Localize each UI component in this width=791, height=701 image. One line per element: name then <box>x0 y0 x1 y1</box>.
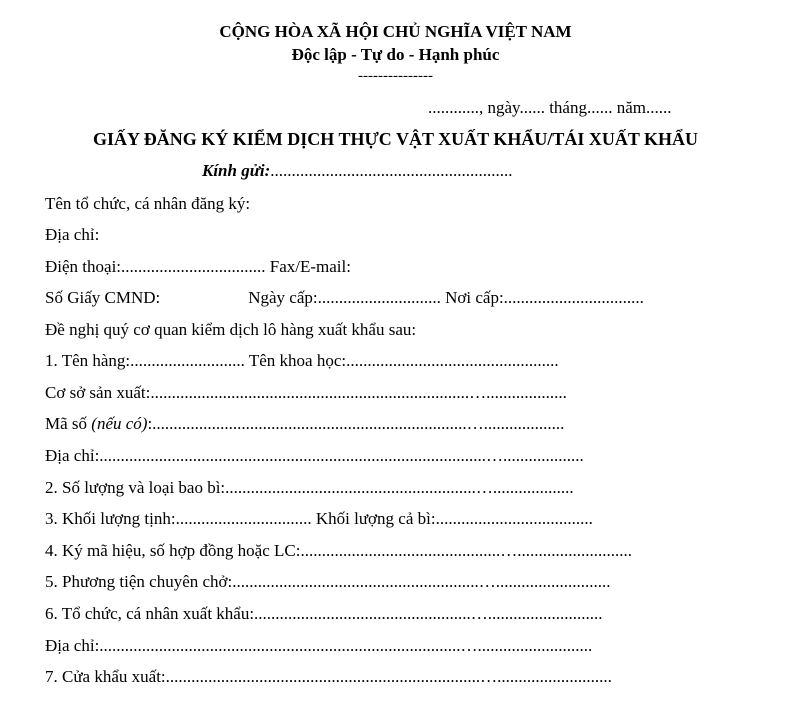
code-row <box>45 414 564 434</box>
id-card-row <box>45 288 644 308</box>
document-title: GIẤY ĐĂNG KÝ KIỂM DỊCH THỰC VẬT XUẤT KHẨU/TÁI XUẤT KHẨU <box>92 129 699 149</box>
recipient-label: Kính gửi: <box>202 161 271 180</box>
code-dots: :..........................................................................…................... <box>147 414 565 433</box>
org-name-field: Tên tổ chức, cá nhân đăng ký: <box>45 194 251 213</box>
issue-place-field: Nơi cấp:................................. <box>445 288 644 307</box>
item1-name-field: 1. Tên hàng:........................... <box>45 351 245 370</box>
recipient-dots: ......................................................... <box>270 161 513 180</box>
code-prefix: Mã số <box>45 414 92 433</box>
address3-field: Địa chỉ:.....................................................................................…........................... <box>45 636 593 655</box>
motto-heading: Độc lập - Tự do - Hạnh phúc <box>291 45 500 64</box>
code-note: (nếu có) <box>91 414 148 433</box>
recipient-line <box>202 161 513 181</box>
id-card-field: Số Giấy CMND: <box>45 288 161 307</box>
item5-field: 5. Phương tiện chuyên chở:..........................................................…........................... <box>45 572 611 591</box>
item3-gross-field: Khối lượng cả bì:..................................... <box>315 509 593 528</box>
item2-field: 2. Số lượng và loại bao bì:...........................................................…................... <box>45 478 574 497</box>
address2-field: Địa chỉ:...........................................................................................…................... <box>45 446 584 465</box>
fax-field: Fax/E-mail: <box>269 257 351 276</box>
address-field: Địa chỉ: <box>45 225 100 244</box>
item3-row <box>45 509 593 529</box>
item3-net-field: 3. Khối lượng tịnh:................................ <box>45 509 312 528</box>
nation-heading: CỘNG HÒA XÃ HỘI CHỦ NGHĨA VIỆT NAM <box>219 22 572 41</box>
phone-field: Điện thoại:.................................. <box>45 257 266 276</box>
item4-field: 4. Ký mã hiệu, số hợp đồng hoặc LC:...............................................…........................... <box>45 541 632 560</box>
issue-date-field: Ngày cấp:............................. <box>248 288 441 307</box>
item1-sci-field: Tên khoa học:.................................................. <box>248 351 559 370</box>
date-line: ............, ngày...... tháng...... năm...... <box>428 98 672 117</box>
item6-field: 6. Tổ chức, cá nhân xuất khẩu:...................................................…........................... <box>45 604 603 623</box>
phone-fax-row <box>45 257 351 277</box>
item7-field: 7. Cửa khẩu xuất:..........................................................................…........................... <box>45 667 612 686</box>
item1-row <box>45 351 559 371</box>
request-line: Đề nghị quý cơ quan kiểm dịch lô hàng xuất khẩu sau: <box>45 320 417 339</box>
header-separator: --------------- <box>358 68 433 84</box>
producer-field: Cơ sở sản xuất:...........................................................................…................... <box>45 383 567 402</box>
